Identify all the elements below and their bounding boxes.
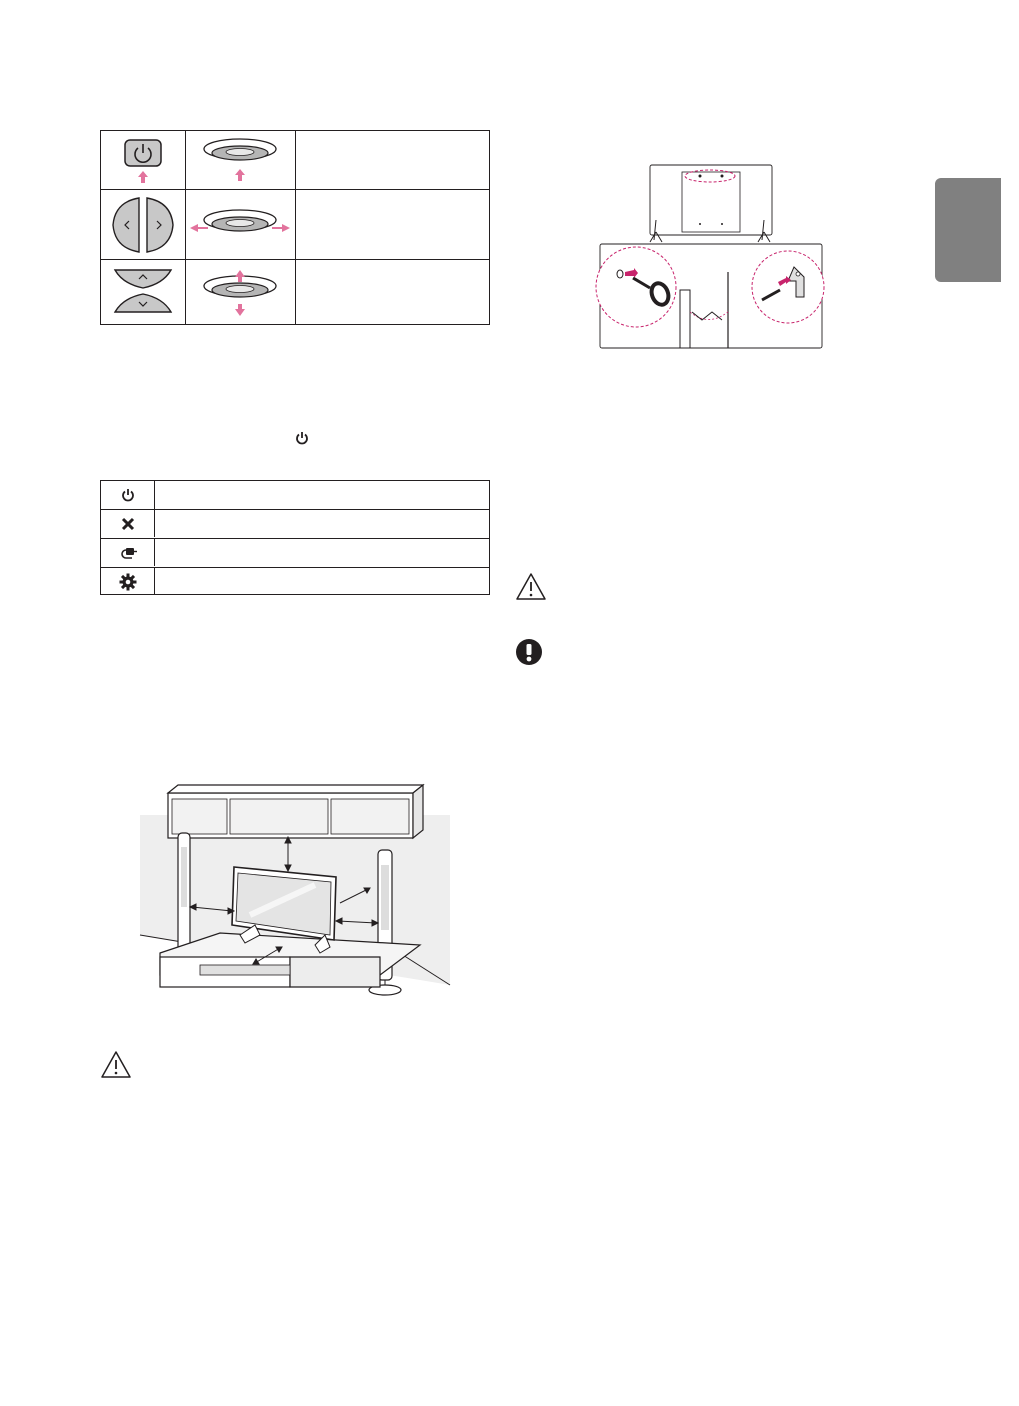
- wall-securing-illustration: [598, 162, 824, 350]
- note-icon: [515, 638, 543, 666]
- caution-icon: [100, 1050, 132, 1080]
- joystick-left-right-icon: [186, 190, 296, 259]
- joystick-row-description: [296, 131, 490, 189]
- menu-row-settings: [101, 567, 489, 595]
- left-right-buttons-icon: [101, 190, 186, 259]
- power-button-icon: [101, 131, 186, 189]
- joystick-function-table: [100, 130, 490, 325]
- menu-options-table: [100, 480, 490, 595]
- side-tab: [935, 178, 1001, 282]
- joystick-press-icon: [186, 131, 296, 189]
- joystick-up-down-icon: [186, 260, 296, 325]
- joystick-row-power: [101, 131, 489, 189]
- caution-icon: [515, 572, 547, 602]
- settings-icon: [101, 568, 155, 595]
- joystick-row-up-down: [101, 259, 489, 325]
- power-icon: [101, 481, 155, 509]
- menu-row-power: [101, 481, 489, 509]
- tv-placement-clearance-illustration: [140, 785, 450, 1000]
- menu-row-input: [101, 538, 489, 566]
- input-icon: [101, 539, 155, 566]
- menu-row-description: [155, 539, 489, 566]
- menu-row-description: [155, 568, 489, 595]
- joystick-row-left-right: [101, 189, 489, 259]
- menu-row-description: [155, 510, 489, 537]
- menu-row-description: [155, 481, 489, 509]
- close-icon: [101, 510, 155, 537]
- power-icon: [294, 430, 310, 446]
- joystick-row-description: [296, 260, 490, 325]
- menu-row-close: [101, 509, 489, 537]
- up-down-buttons-icon: [101, 260, 186, 325]
- joystick-row-description: [296, 190, 490, 259]
